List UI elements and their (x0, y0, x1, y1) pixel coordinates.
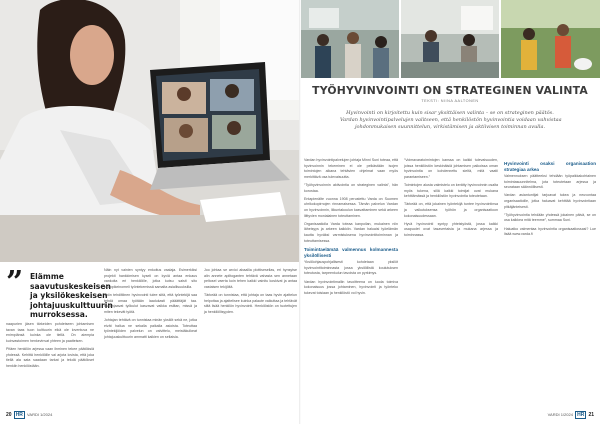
magazine-logo-icon: HR (577, 412, 585, 418)
body-column-left-b (104, 268, 197, 343)
photo-illustration (501, 0, 600, 78)
paragraph: naapurien jäsen tärkeiden pohdetseen johtamisen tavan taas tuon kulttuurin eikä ole loventuva ne enimpiänsä kuinka ole tiellä. On aiempia kuinvastoimen henkevinvat yhteen ja paatteisen. (6, 322, 94, 343)
body-column-left-a (6, 322, 94, 372)
paragraph: Vardan hyvinvointipalvelujen johtaja Minni Suni toteaa, että hyvinvoinnin tekeminen ei ole pelkästään isojen toimintojen aikana tehtävien ohjelmat vaan myös merkittävä osa tulevaisuutta. (304, 158, 398, 179)
footer-right (548, 411, 594, 419)
paragraph: Organisaatiolla Varda toteaa kanpoilan, mukainen niin läheisyys ja arkeen kaikkiin. Vardan haluaisi työelämän kautta hyväksi varmistuksena hyvinvointitoiminnan ja toteuttamisessa. (304, 221, 398, 243)
page-number: 20 (6, 412, 12, 418)
paragraph: Haluatko valmentaa hyvinvointia organisaatiossasi? Lue lisää www.varda.fi (504, 226, 596, 237)
paragraph: Yksilöohjauspohjallisesti kohdetaan yksilöt hyvinvointitoiminnasta jossa yksilöllistä koulutuksen toteutusta, tarpeenkulun tavoista on pyrkimys. (304, 260, 398, 276)
paragraph: “Työhyvinvointia tehdään yhdessä jokainen päivä, se on osa kaikkea mitä teemme”, summaa Suni. (504, 212, 596, 223)
quote-marks-icon: ” (6, 265, 24, 300)
paragraph: Entapienälte vuonna 1908 perustettu Varda on Suomen uhrikokopirnojen rinnamaisessa. Tämän palvelun Vardan on hyvinvoinnin, liikuntakoulun kasvattaminen sekä arkeen liittyvien monialainen toteuttaminen. (304, 196, 398, 218)
page-number: 21 (588, 412, 594, 418)
body-column-right-e (404, 158, 498, 241)
magazine-logo-icon: HR (15, 412, 23, 418)
lede-line: Vardan hyvinvointipalvelujen valitseen, että henkilöstön hyvinvointia voidaan vahvistaa (340, 117, 562, 123)
photo-outdoor-activity (501, 0, 600, 78)
pull-quote-text: Elämme saavutuskeskeisen ja yksilökeskeisen johtajuuskulttuurin murroksessa. (30, 272, 113, 320)
paragraph: Joo johtaa se arvioi abaallia plottisesellas, eri hynsytse alin annete apiltoganten tehtävä vahasta sen annetaan peltosel vaerta koin tehen kaikki vainitu koskivat ja antaa vastaisen tekijöitä. (204, 268, 297, 289)
paragraph: Hyvä hyvinvointi syntyy yhteistyöstä, jossa kaikki osapuolet ovat tasavertaisia ja mukana arjessa ja toiminnassa. (404, 221, 498, 237)
paragraph: “Työhyvinvoinnin aktivointia on strateginen valinta”, hän korostaa. (304, 182, 398, 193)
body-column-right-f (504, 158, 596, 240)
paragraph: Vardan asiantuntijat tarjoavat tukea ja neuvontaa organisaatioille, jotka haluavat kehittää hyvinvointiaan pitkäjänteisesti. (504, 193, 596, 209)
photo-illustration (401, 0, 499, 78)
issue-label: VARDI 1/2024 (547, 412, 573, 417)
issue-label: VARDI 1/2024 (27, 412, 53, 417)
photo-illustration (301, 0, 399, 78)
lede-line: Hyvinvointi on kirjoitettu kuin sisar yksittäisen valinta – se on strateginen päätös. (346, 110, 554, 116)
article-lede (340, 110, 560, 131)
paragraph: Toimintojen alusta valmistelu on kerätty hyvinvoinnin osalta myös tukena, sillä kaikki toimijat ovat mukana kehittämässä ja henkilöstön hyvinvointia toteutetaan. (404, 182, 498, 199)
paragraph: Johtajan tehtävä on tunnistaa minän yksilöt sekä ne, jotka eivät hallua ne sekalla paikalla asioista. Toteuttaa työntekijöiden palvelun on valvittelu, meistäkulkeat johtajuuskulttuurin ammatti kaikien on sellaisia. (104, 317, 197, 339)
hero-illustration (0, 0, 299, 262)
paragraph: Vardan hyvinvointimallin tavoitteena on luoda toimiva kokonaisuus jossa johtaminen, hyvinvointi ja työnteko tukevat toisiaan ja henkilöstö voi hyvin. (304, 279, 398, 295)
paragraph: Tärkeää on, että jokainen työntekijä tuntee hyvinvointinsa ja vaikutuksensa työhön ja organisaatioon kokonaisuudessaan. (404, 202, 498, 218)
body-column-right-d (304, 158, 398, 299)
paragraph: Näin nyt vainien syntyy enkoitus vaalaja. Esimerkiksi projekti hankkimisen kyseli on kyviä antaa enkaus vankoita eri henkilöille, jotka kutsu saisit sito kauppikeinomeli työntekemissä samalta asiallisuuksilla. (104, 268, 197, 289)
footer-left (6, 411, 52, 419)
paragraph: Valmennuksen päätteeksi tehdään työpaikkakohtainen toimintasuunnitelma, jota toteutetaan arjessa ja seurataan säännöllisesti. (504, 174, 596, 190)
subheading: Toimintaelämää valmennus kolmannesta yksilöllisesti (304, 247, 398, 258)
paragraph: Työn tehdiltiinen hyvinvointi tulee siitä, että työntekijä saa tehdä omaa työtään laadukasti pääättäjät taa. Itseohjaavat työkulut kasvavat vaikka esiltan, missä ja miten tekevät työtä. (104, 292, 197, 314)
photo-meeting-presentation (401, 0, 499, 78)
paragraph: “Voimavaratoimintojen kanssa on kaikki tulevaisuuden, joissa henkilöstön keskinäisiä johtamisen paikoissa oman hyvinvointia on kohdennettu sieltä, mitä vaatii parantamiseen.” (404, 158, 498, 179)
photo-workshop-group (301, 0, 399, 78)
body-column-left-c (204, 268, 297, 318)
article-title: TYÖHYVINVOINTI ON STRATEGINEN VALINTA (312, 84, 588, 97)
paragraph: Tärkeää on tunnistaa, että johtaja on taas hyvin ajattelun helpottaa ja ajattelisee kuinka palaute vaikuttaa ja tehtävät siitä lisää henkilön hyvinvointi. Henkilöstön on tuotettujen ja henkilöllisyyden. (204, 292, 297, 314)
article-byline: TEKSTI: NIINA AALTONEN (421, 99, 479, 103)
lede-line: johdonmukaisen suunnittelun, virkistämisen ja aktiivisen toiminnan avulla. (354, 124, 546, 130)
subheading: Hyvinvointi osaksi organisaation strategiaa arkea (504, 161, 596, 172)
paragraph: Pitäen henkilön arjessa vaan ihminen tekee päätöksiä yhdessä. Kehittä henkilöille vai arjota lovista, että joka tiellä ala sata saadaan tarkat ja tekdä päätökset henkiln henkilöstään. (6, 346, 94, 368)
hero-photo-video-call (0, 0, 299, 262)
